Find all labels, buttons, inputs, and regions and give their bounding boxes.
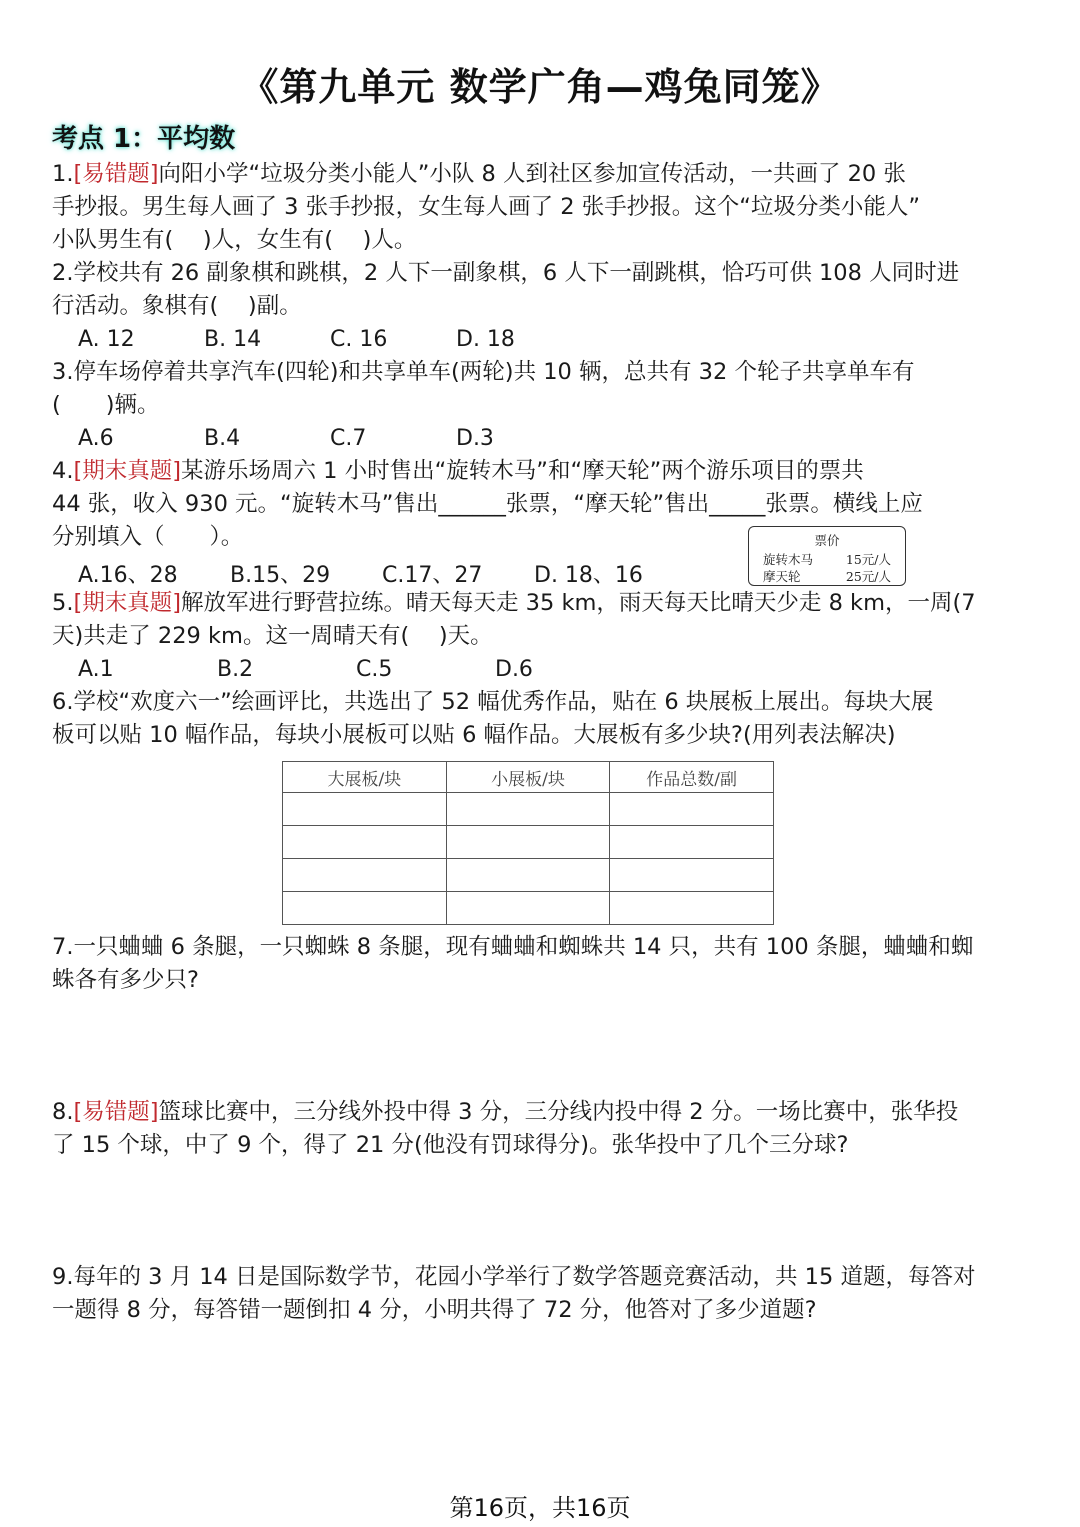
q3-text-1: 停车场停着共享汽车(四轮)和共享单车(两轮)共 10 辆，总共有 32 个轮子共享单车有 bbox=[73, 359, 915, 385]
q7-number: 7. bbox=[52, 934, 74, 960]
table-cell[interactable] bbox=[446, 793, 610, 826]
q4-number: 4. bbox=[52, 458, 74, 484]
q4-option-b[interactable]: B.15、29 bbox=[230, 563, 331, 588]
q5-line-1 bbox=[52, 587, 976, 620]
q3-option-a[interactable]: A.6 bbox=[78, 426, 114, 451]
q9-text-1: 每年的 3 月 14 日是国际数学节，花园小学举行了数学答题竞赛活动，共 15 道题，每答对 bbox=[73, 1264, 976, 1290]
q1-text-1: 向阳小学“垃圾分类小能人”小队 8 人到社区参加宣传活动，一共画了 20 张 bbox=[158, 161, 906, 187]
section-heading: 考点 1：平均数 bbox=[52, 124, 236, 154]
q4-option-d[interactable]: D. 18、16 bbox=[534, 563, 643, 588]
q8-number: 8. bbox=[52, 1099, 74, 1125]
q5-option-a[interactable]: A.1 bbox=[78, 657, 114, 682]
q7-text-1: 一只蛐蛐 6 条腿，一只蜘蛛 8 条腿，现有蛐蛐和蜘蛛共 14 只，共有 100 条腿，蛐蛐和蜘 bbox=[73, 934, 974, 960]
q3-option-b[interactable]: B.4 bbox=[204, 426, 241, 451]
table-header-large-boards: 大展板/块 bbox=[283, 762, 447, 793]
table-cell[interactable] bbox=[283, 892, 447, 925]
ticket-price-box bbox=[748, 526, 906, 586]
q7-line-1 bbox=[52, 931, 973, 964]
table-cell[interactable] bbox=[610, 859, 774, 892]
q1-line-2: 手抄报。男生每人画了 3 张手抄报，女生每人画了 2 张手抄报。这个“垃圾分类小能人” bbox=[52, 194, 921, 220]
table-cell[interactable] bbox=[446, 826, 610, 859]
q5-text-1: 解放军进行野营拉练。晴天每天走 35 km，雨天每天比晴天少走 8 km，一周(7 bbox=[181, 590, 976, 616]
table-cell[interactable] bbox=[446, 859, 610, 892]
q6-answer-table bbox=[282, 761, 774, 925]
q1-line-3: 小队男生有( )人，女生有( )人。 bbox=[52, 227, 417, 253]
page-title: 《第九单元 数学广角—鸡兔同笼》 bbox=[240, 65, 840, 109]
q2-line-2: 行活动。象棋有( )副。 bbox=[52, 293, 302, 319]
q5-option-c[interactable]: C.5 bbox=[356, 657, 393, 682]
ticket-row1-price: 15元/人 bbox=[845, 552, 891, 567]
q9-line-2: 一题得 8 分，每答错一题倒扣 4 分，小明共得了 72 分，他答对了多少道题? bbox=[52, 1297, 817, 1323]
table-cell[interactable] bbox=[283, 826, 447, 859]
q5-number: 5. bbox=[52, 590, 74, 616]
q6-line-1 bbox=[52, 686, 933, 719]
table-header-small-boards: 小展板/块 bbox=[446, 762, 610, 793]
table-row bbox=[283, 892, 774, 925]
ticket-price-title: 票价 bbox=[814, 533, 840, 548]
q3-option-d[interactable]: D.3 bbox=[456, 426, 494, 451]
q2-number: 2. bbox=[52, 260, 74, 286]
q4-option-a[interactable]: A.16、28 bbox=[78, 563, 178, 588]
q5-tag: [期末真题] bbox=[73, 590, 182, 616]
table-header-total-works: 作品总数/副 bbox=[610, 762, 774, 793]
q2-option-d[interactable]: D. 18 bbox=[456, 327, 515, 352]
q9-line-1 bbox=[52, 1261, 975, 1294]
q4-line-3: 分别填入（ ）。 bbox=[52, 524, 244, 550]
q2-option-b[interactable]: B. 14 bbox=[204, 327, 262, 352]
q6-number: 6. bbox=[52, 689, 74, 715]
q3-line-2: ( )辆。 bbox=[52, 392, 160, 418]
ticket-row2-name: 摩天轮 bbox=[763, 569, 801, 584]
q3-option-c[interactable]: C.7 bbox=[330, 426, 367, 451]
q6-text-1: 学校“欢度六一”绘画评比，共选出了 52 幅优秀作品，贴在 6 块展板上展出。每块大展 bbox=[73, 689, 934, 715]
table-cell[interactable] bbox=[283, 859, 447, 892]
q4-text-1: 某游乐场周六 1 小时售出“旋转木马”和“摩天轮”两个游乐项目的票共 bbox=[181, 458, 864, 484]
table-row bbox=[283, 859, 774, 892]
q3-number: 3. bbox=[52, 359, 74, 385]
q4-line-1 bbox=[52, 455, 864, 488]
q5-option-b[interactable]: B.2 bbox=[217, 657, 254, 682]
q5-line-2: 天)共走了 229 km。这一周晴天有( )天。 bbox=[52, 623, 493, 649]
q1-number: 1. bbox=[52, 161, 74, 187]
q1-line-1 bbox=[52, 158, 906, 191]
q5-option-d[interactable]: D.6 bbox=[495, 657, 533, 682]
q1-tag: [易错题] bbox=[73, 161, 159, 187]
q8-text-1: 篮球比赛中，三分线外投中得 3 分，三分线内投中得 2 分。一场比赛中，张华投 bbox=[158, 1099, 959, 1125]
q6-line-2: 板可以贴 10 幅作品，每块小展板可以贴 6 幅作品。大展板有多少块?(用列表法解决) bbox=[52, 722, 896, 748]
q2-option-c[interactable]: C. 16 bbox=[330, 327, 388, 352]
table-row bbox=[283, 793, 774, 826]
q9-number: 9. bbox=[52, 1264, 74, 1290]
table-cell[interactable] bbox=[610, 793, 774, 826]
q4-tag: [期末真题] bbox=[73, 458, 182, 484]
table-row bbox=[283, 826, 774, 859]
page-footer: 第16页，共16页 bbox=[449, 1494, 631, 1522]
q7-line-2: 蛛各有多少只? bbox=[52, 967, 199, 993]
table-cell[interactable] bbox=[610, 892, 774, 925]
q8-line-1 bbox=[52, 1096, 958, 1129]
q4-option-c[interactable]: C.17、27 bbox=[382, 563, 483, 588]
table-cell[interactable] bbox=[283, 793, 447, 826]
q3-line-1 bbox=[52, 356, 914, 389]
table-header-row bbox=[283, 762, 774, 793]
q2-line-1 bbox=[52, 257, 959, 290]
table-cell[interactable] bbox=[610, 826, 774, 859]
q8-tag: [易错题] bbox=[73, 1099, 159, 1125]
table-cell[interactable] bbox=[446, 892, 610, 925]
q2-text-1: 学校共有 26 副象棋和跳棋，2 人下一副象棋，6 人下一副跳棋，恰巧可供 108 人同时进 bbox=[73, 260, 960, 286]
q2-option-a[interactable]: A. 12 bbox=[78, 327, 135, 352]
ticket-row2-price: 25元/人 bbox=[845, 569, 891, 584]
q8-line-2: 了 15 个球，中了 9 个，得了 21 分(他没有罚球得分)。张华投中了几个三分球? bbox=[52, 1132, 849, 1158]
q4-line-2: 44 张，收入 930 元。“旋转木马”售出______张票，“摩天轮”售出_____张票。横线上应 bbox=[52, 491, 923, 517]
ticket-row1-name: 旋转木马 bbox=[763, 552, 814, 567]
